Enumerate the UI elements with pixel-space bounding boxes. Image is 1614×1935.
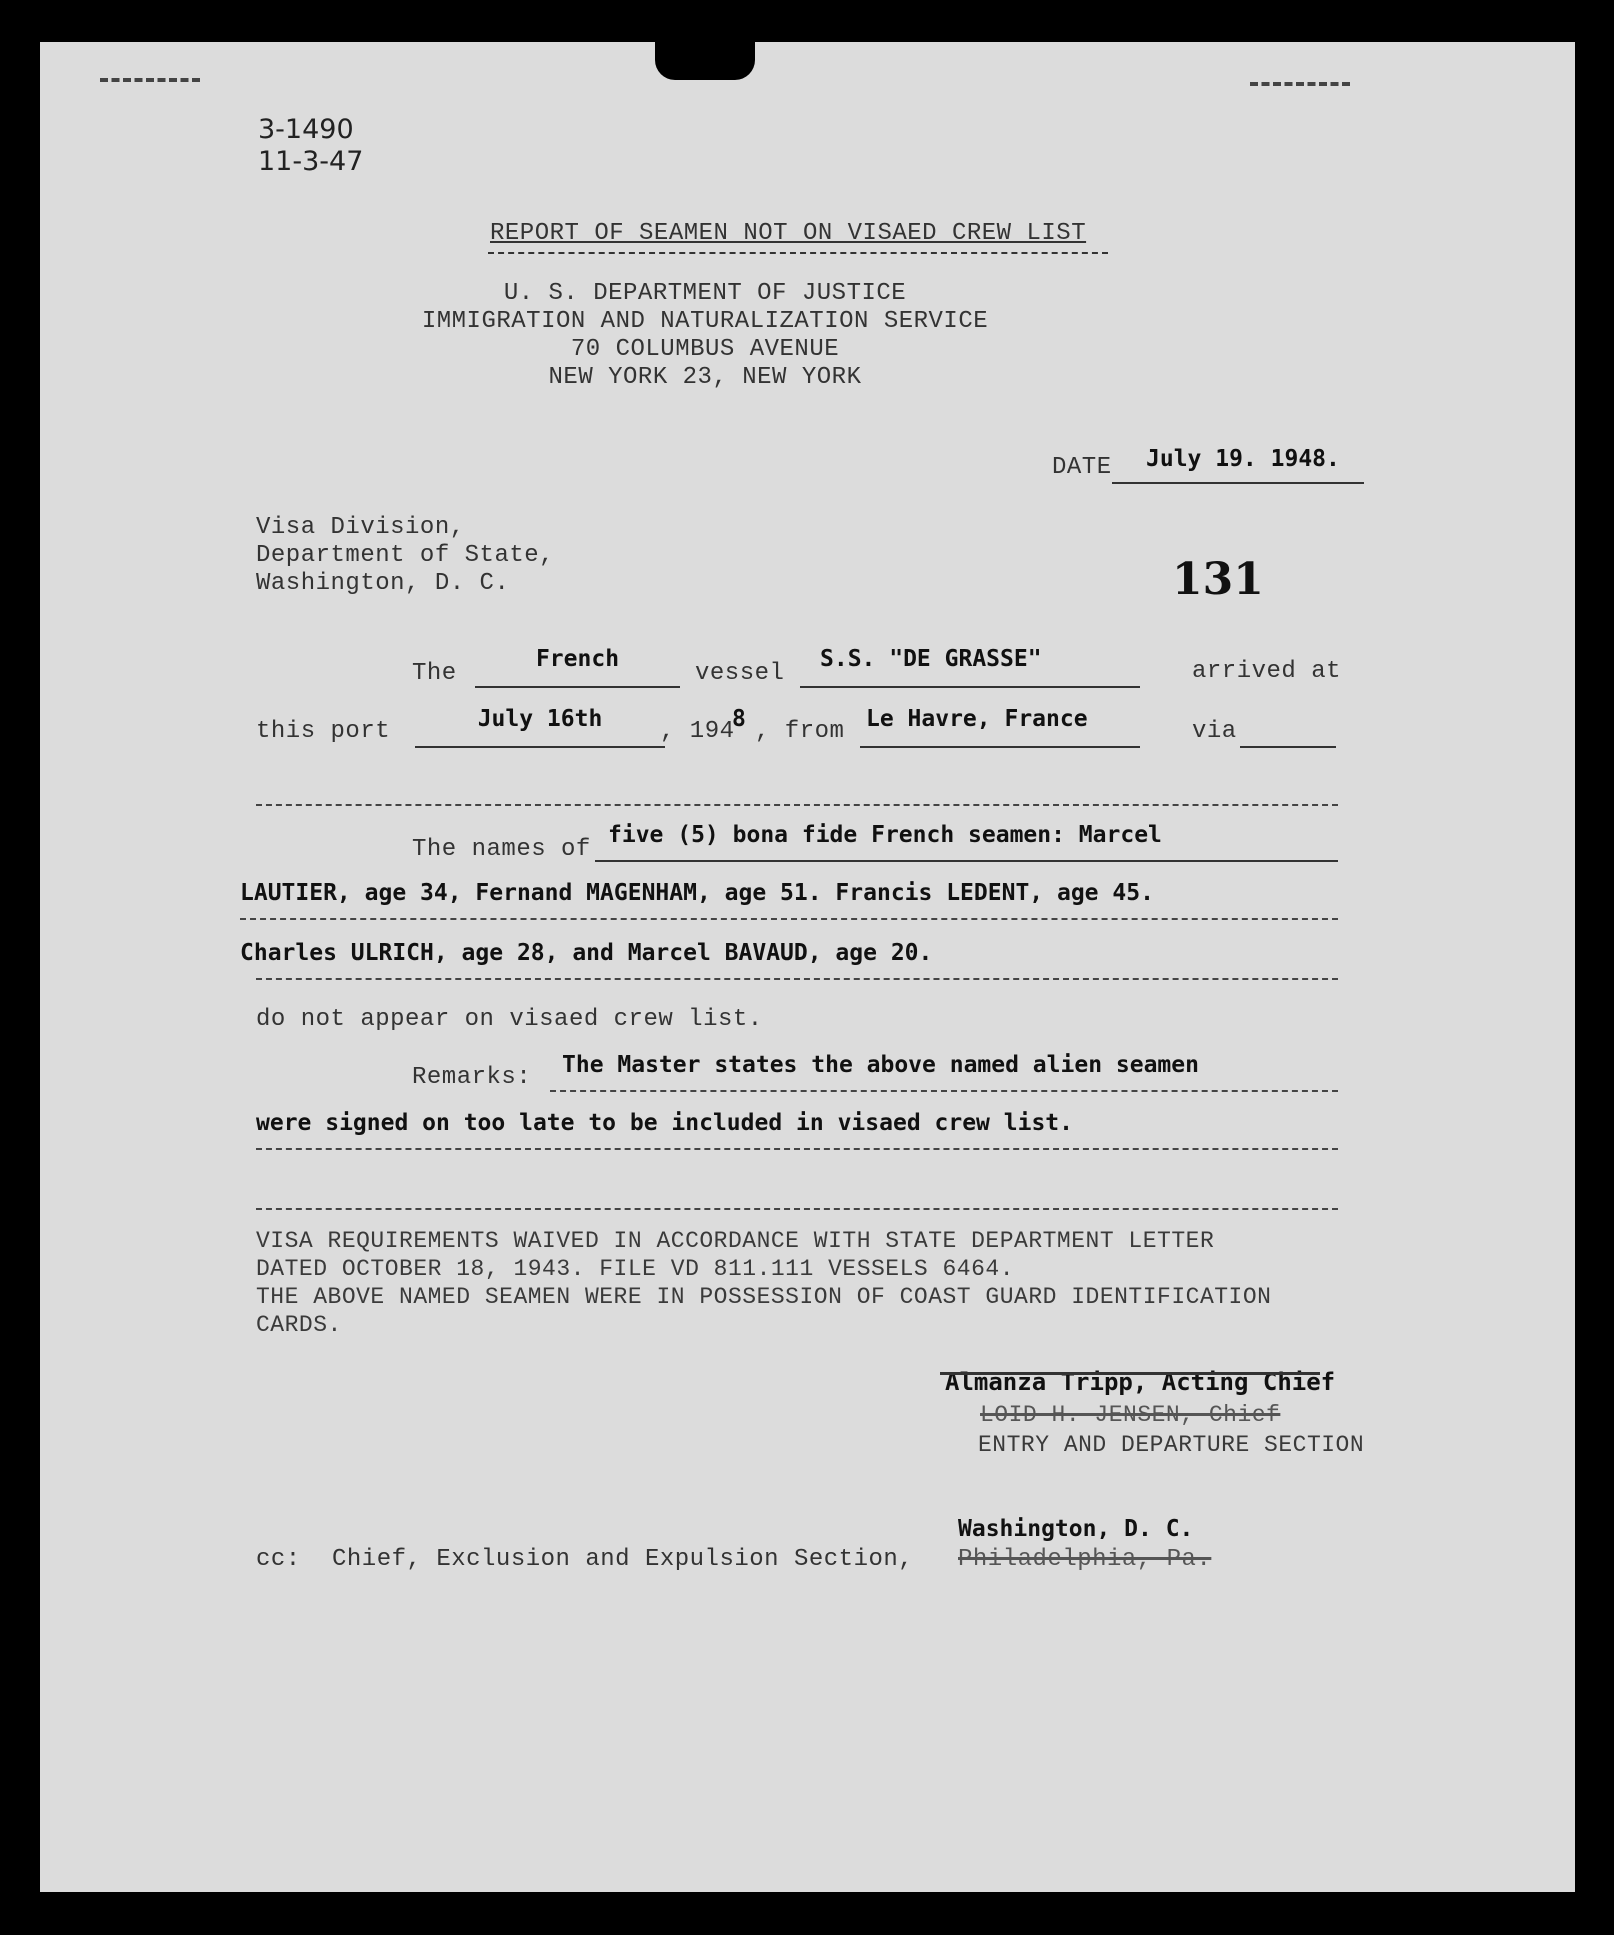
separator-2 [256,1208,1338,1210]
arrival-date: July 16th [477,706,603,732]
top-edge-mark-right [1250,82,1350,86]
remarks-underline-1 [550,1090,1338,1092]
vessel-name: S.S. "DE GRASSE" [820,646,1042,672]
names-label: The names of [412,836,591,863]
addressee-line-3: Washington, D. C. [256,570,510,597]
year-prefix: , 194 [660,718,735,745]
cc-text: Chief, Exclusion and Expulsion Section, [332,1546,914,1573]
punch-hole [655,40,755,80]
top-edge-mark-left [100,78,200,82]
year-digit: 8 [732,706,746,732]
vessel-label: vessel [695,660,785,687]
document-page [40,42,1575,1892]
agency-line-2: IMMIGRATION AND NATURALIZATION SERVICE [421,308,989,335]
cc-overtype: Washington, D. C. [958,1516,1194,1542]
signature-overtype: Almanza Tripp, Acting Chief [945,1368,1336,1396]
title-underline [488,252,1108,254]
from-label: , from [755,718,845,745]
names-line-3: Charles ULRICH, age 28, and Marcel BAVAUD, age 20. [240,940,933,966]
file-date: 11-3-47 [258,146,364,177]
remarks-label: Remarks: [412,1064,532,1091]
origin-port: Le Havre, France [866,706,1088,732]
vessel-the-label: The [412,660,457,687]
cc-struck-text: Philadelphia, Pa. [958,1546,1212,1573]
agency-line-1: U. S. DEPARTMENT OF JUSTICE [503,280,907,307]
date-label: DATE [1052,454,1112,481]
date-line [1112,482,1364,484]
cc-label: cc: [256,1546,301,1573]
separator-1 [256,804,1338,806]
waiver-line-1: VISA REQUIREMENTS WAIVED IN ACCORDANCE WITH STATE DEPARTMENT LETTER [256,1228,1215,1254]
addressee-line-2: Department of State, [256,542,555,569]
nationality-line [475,686,680,688]
names-line-2: LAUTIER, age 34, Fernand MAGENHAM, age 51. Francis LEDENT, age 45. [240,880,1154,906]
date-value: July 19. 1948. [1146,446,1340,472]
waiver-line-3: THE ABOVE NAMED SEAMEN WERE IN POSSESSION OF COAST GUARD IDENTIFICATION [256,1284,1272,1310]
agency-line-3: 70 COLUMBUS AVENUE [570,336,840,363]
waiver-line-2: DATED OCTOBER 18, 1943. FILE VD 811.111 VESSELS 6464. [256,1256,1015,1282]
names-underline-2 [240,918,1338,920]
addressee-line-1: Visa Division, [256,514,465,541]
origin-line [860,746,1140,748]
remarks-line-1: The Master states the above named alien seamen [562,1052,1199,1078]
via-label: via [1192,718,1237,745]
via-line [1240,746,1336,748]
signature-overtype-rule [940,1372,1320,1375]
remarks-underline-2 [256,1148,1338,1150]
agency-line-4: NEW YORK 23, NEW YORK [548,364,862,391]
waiver-line-4: CARDS. [256,1312,342,1338]
names-underline-1 [595,860,1338,862]
vessel-nationality: French [535,646,620,672]
names-line-1: five (5) bona fide French seamen: Marcel [608,822,1162,848]
section-name: ENTRY AND DEPARTURE SECTION [978,1432,1365,1458]
names-closing: do not appear on visaed crew list. [256,1006,763,1033]
vessel-name-line [800,686,1140,688]
names-underline-3 [256,978,1338,980]
arrived-label: arrived at [1192,658,1342,685]
document-number: 131 [1172,554,1264,605]
file-number: 3-1490 [258,114,354,145]
this-port-label: this port [256,718,391,745]
arrival-date-line [415,746,665,748]
remarks-line-2: were signed on too late to be included in visaed crew list. [256,1110,1073,1136]
report-title: REPORT OF SEAMEN NOT ON VISAED CREW LIST [490,220,1087,247]
struck-signer-name: LOID H. JENSEN, Chief [980,1402,1281,1428]
